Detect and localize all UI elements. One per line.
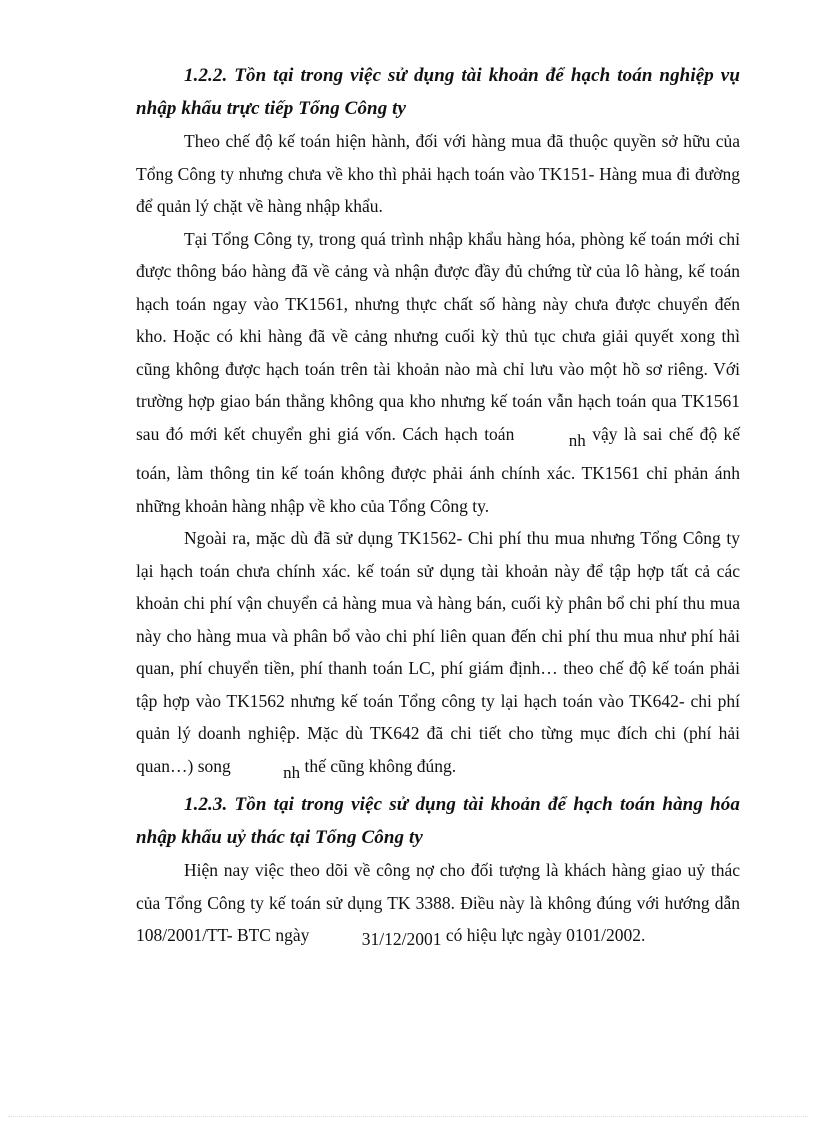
document-body <box>136 60 740 956</box>
paragraph <box>136 854 740 956</box>
subscript-fragment: nh <box>283 762 301 782</box>
paragraph-text: thế cũng không đúng. <box>304 755 457 776</box>
paragraph <box>136 223 740 523</box>
paragraph-text: vậy là sai chế độ kế toán, làm thông tin kế toán không được phải ánh chính xác. TK1561 chỉ phản ánh những khoản hàng nhập về kho của Tổng Công ty. <box>136 423 741 516</box>
paragraph-text: Ngoài ra, mặc dù đã sử dụng TK1562- Chi phí thu mua nhưng Tổng Công ty lại hạch toán chưa chính xác. kế toán sử dụng tài khoản này để tập hợp tất cả các khoản chi phí vận chuyển cả hàng mua và hàng bán, cuối kỳ phân bổ chi phí thu mua này cho hàng mua và phân bổ vào chi phí liên quan đến chi phí thu mua như phí hải quan, phí chuyển tiền, phí thanh toán LC, phí giám định… theo chế độ kế toán phải tập hợp vào TK1562 nhưng kế toán Tổng công ty lại hạch toán vào TK642- chi phí quản lý doanh nghiệp. Mặc dù TK642 đã chi tiết cho từng mục đích chi (phí hải quan…) song <box>136 528 740 776</box>
section-heading-1-2-2: 1.2.2. Tồn tại trong việc sử dụng tài khoản để hạch toán nghiệp vụ nhập khẩu trực tiếp Tổng Công ty <box>136 65 740 119</box>
paragraph-text: Cách hạch toán <box>402 423 515 444</box>
paragraph-text: Hiện nay việc theo dõi về công nợ cho đối tượng là khách hàng giao uỷ thác của Tổng Công ty kế toán sử dụng TK 3388. Điều này là không đúng với hướng dẫn 108/2001/TT- BTC ngày <box>136 860 740 945</box>
subscript-fragment: nh <box>568 430 586 450</box>
page-bottom-rule <box>8 1116 808 1117</box>
paragraph-text: có hiệu lực ngày 0101/2002. <box>445 925 646 945</box>
paragraph: Theo chế độ kế toán hiện hành, đối với hàng mua đã thuộc quyền sở hữu của Tổng Công ty nhưng chưa về kho thì phải hạch toán vào TK151- Hàng mua đi đường để quản lý chặt về hàng nhập khẩu. <box>136 131 740 216</box>
date-fragment: 31/12/2001 <box>361 929 442 949</box>
section-heading-1-2-3: 1.2.3. Tồn tại trong việc sử dụng tài khoản để hạch toán hàng hóa nhập khẩu uỷ thác tại Tổng Công ty <box>136 794 740 848</box>
paragraph-text: Tại Tổng Công ty, trong quá trình nhập khẩu hàng hóa, phòng kế toán mới chỉ được thông báo hàng đã về cảng và nhận được đầy đủ chứng từ của lô hàng, kế toán hạch toán ngay vào TK1561, nhưng thực chất số hàng này chưa được chuyển đến kho. Hoặc có khi hàng đã về cảng nhưng cuối kỳ thủ tục chưa giải quyết xong thì cũng không được hạch toán trên tài khoản nào mà chỉ lưu vào một hồ sơ riêng. Với trường hợp giao bán thẳng không qua kho nhưng kế toán vẫn hạch toán qua TK1561 sau đó mới kết chuyển ghi giá vốn. <box>136 228 740 444</box>
paragraph <box>136 522 740 789</box>
